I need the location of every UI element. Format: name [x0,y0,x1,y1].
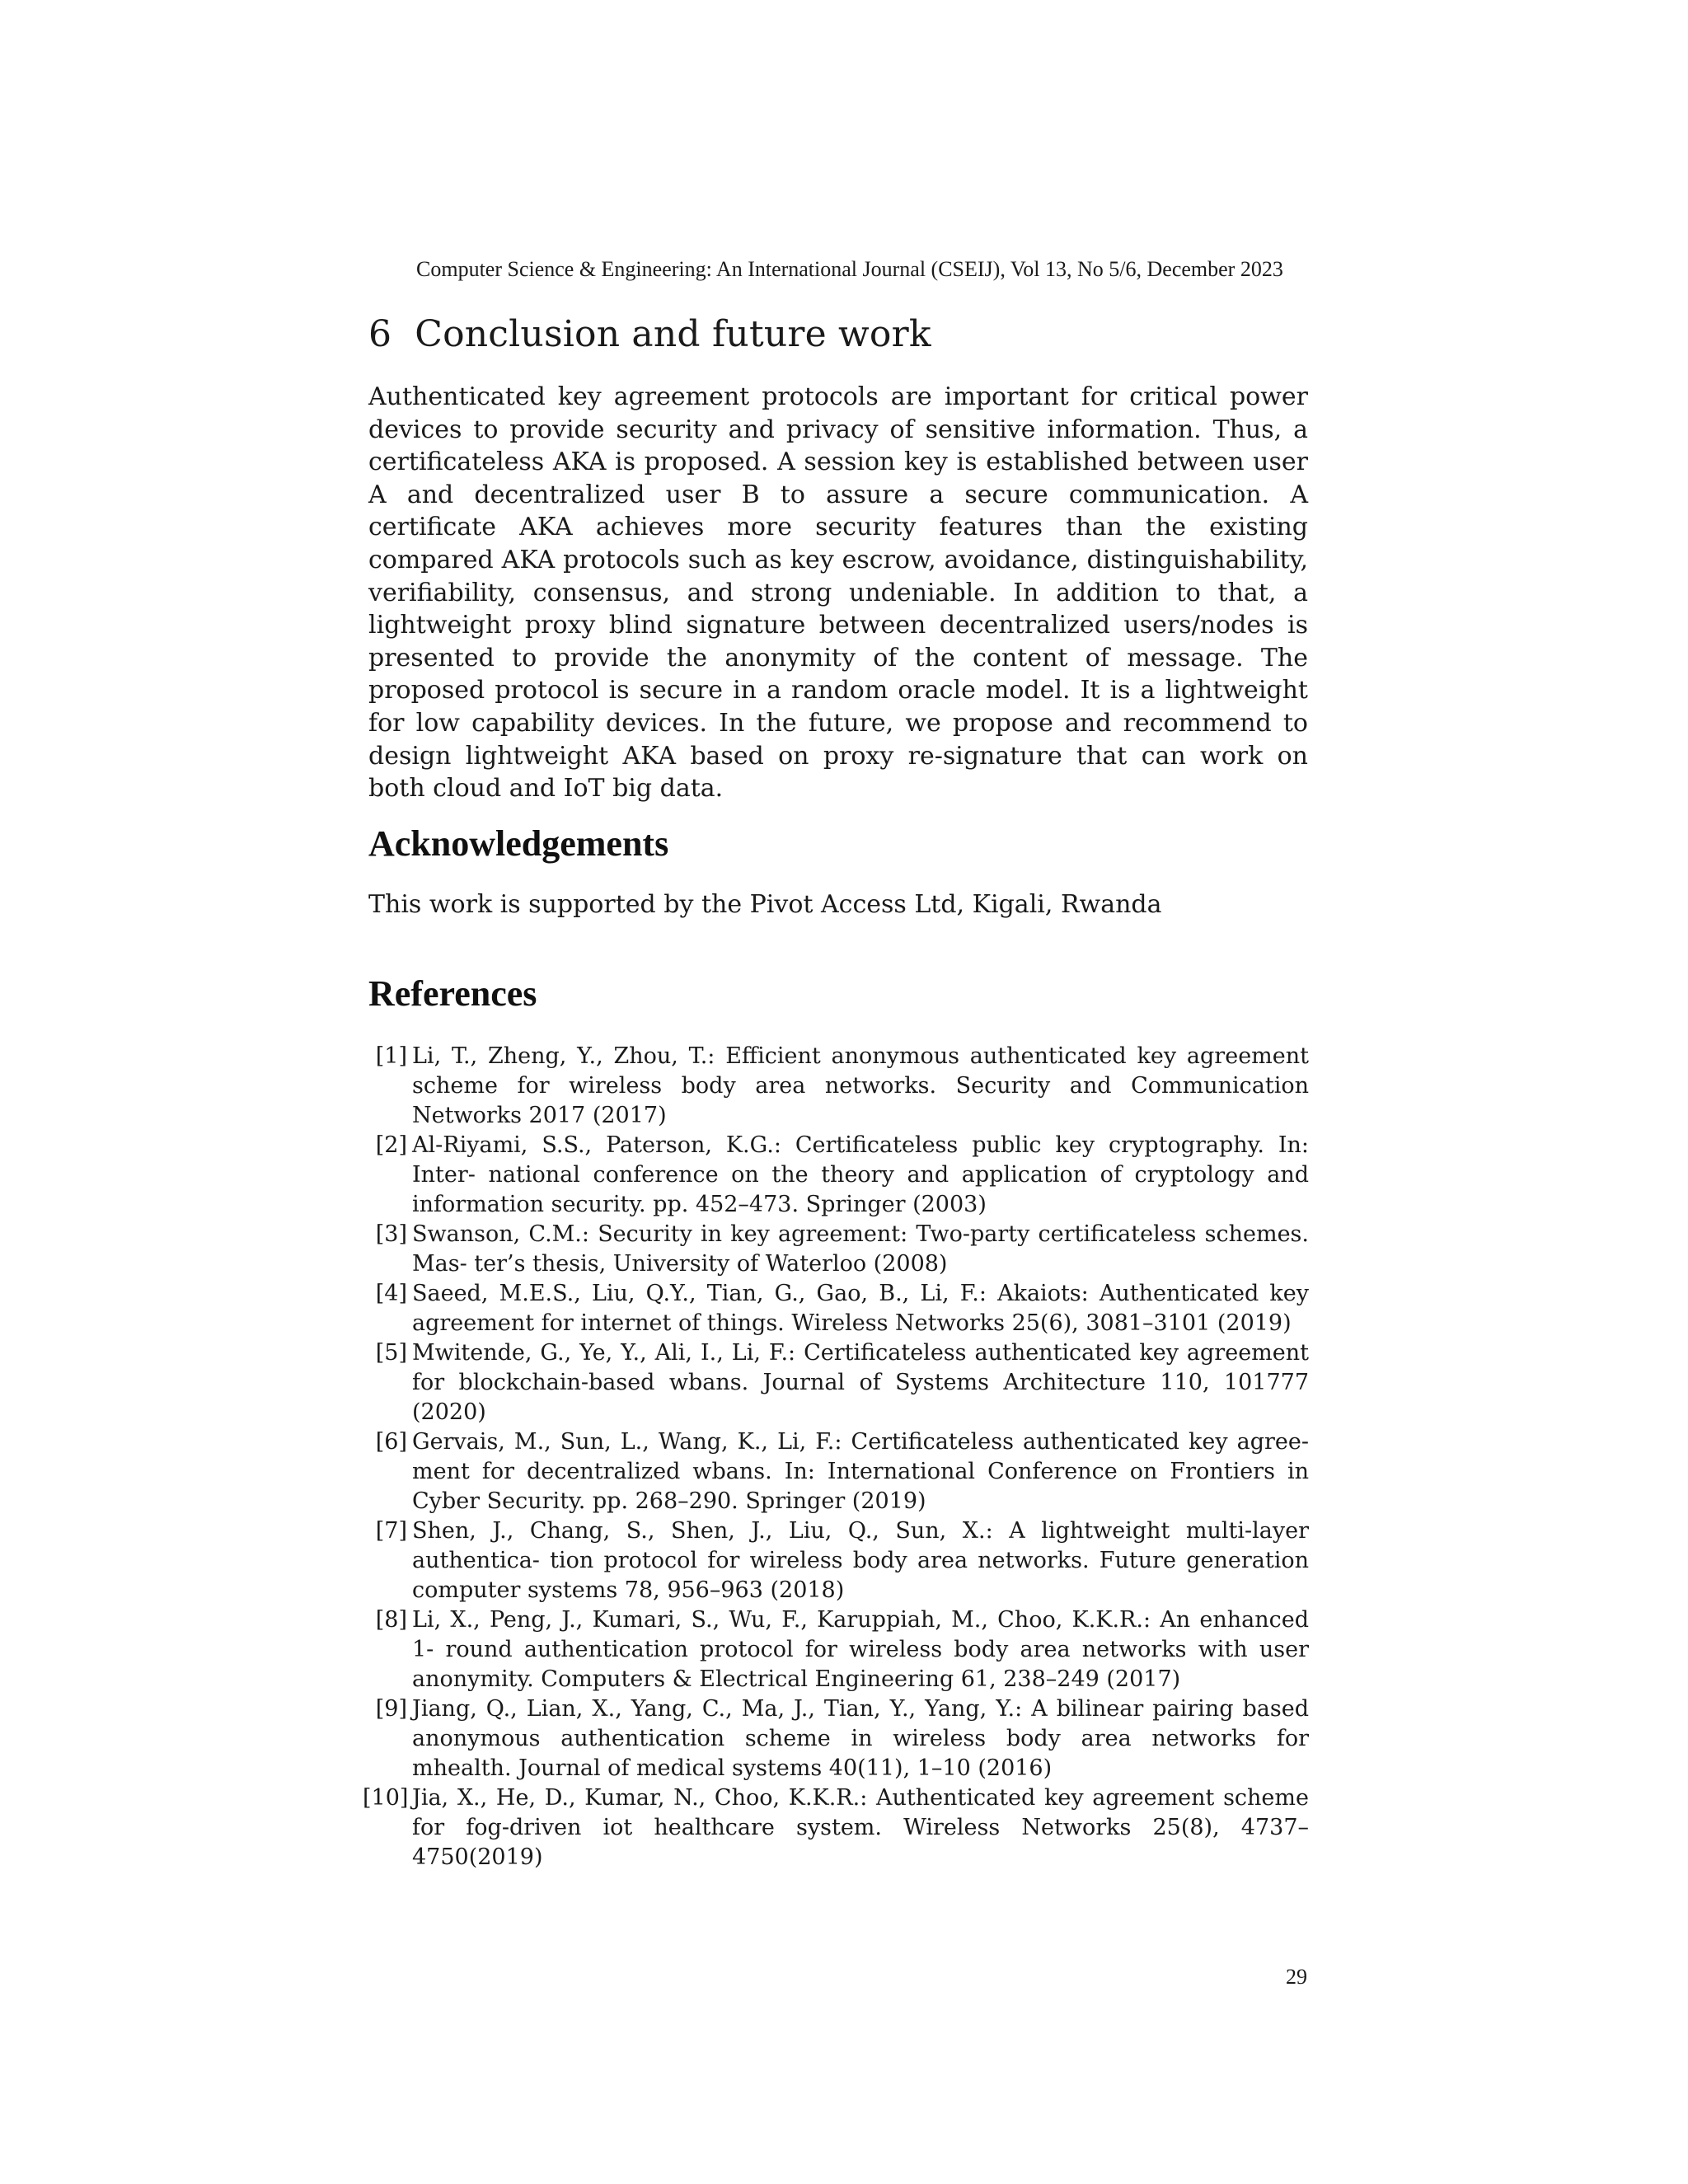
reference-item [363,1042,1309,1131]
reference-text: Gervais, M., Sun, L., Wang, K., Li, F.: Certificateless authenticated key agree- ment for decentralized wbans. In: International Conference on Frontiers in Cyber Security. pp. 268–290. Springer (2019) [412,1429,1309,1514]
section-number: 6 [368,313,392,355]
reference-item [363,1338,1309,1427]
reference-number: [9] [375,1696,407,1722]
reference-number: [8] [375,1607,407,1633]
running-head: Computer Science & Engineering: An International Journal (CSEIJ), Vol 13, No 5/6, December 2023 [416,257,1283,281]
reference-item [363,1427,1309,1516]
conclusion-paragraph: Authenticated key agreement protocols are important for critical power devices to provide security and privacy of sensitive information. Thus, a certificateless AKA is proposed. A session key is established between user A and decentralized user B to assure a secure communication. A certificate AKA achieves more security features than the existing compared AKA protocols such as key escrow, avoidance, distinguishability, verifiability, consensus, and strong undeniable. In addition to that, a lightweight proxy blind signature between decentralized users/nodes is presented to provide the anonymity of the content of message. The proposed protocol is secure in a random oracle model. It is a lightweight for low capability devices. In the future, we propose and recommend to design lightweight AKA based on proxy re-signature that can work on both cloud and IoT big data. [368,382,1308,804]
reference-number: [6] [375,1429,407,1455]
reference-number: [1] [375,1043,407,1069]
reference-text: Mwitende, G., Ye, Y., Ali, I., Li, F.: Certificateless authenticated key agreement for blockchain-based wbans. Journal of Systems Architecture 110, 101777 (2020) [412,1340,1309,1425]
reference-item [363,1694,1309,1783]
section-title: Conclusion and future work [415,313,931,355]
reference-item [363,1131,1309,1220]
reference-number: [2] [375,1132,407,1158]
section-heading [368,313,931,355]
reference-number: [7] [375,1518,407,1544]
acknowledgements-text: This work is supported by the Pivot Access Ltd, Kigali, Rwanda [368,890,1162,919]
reference-list [363,1042,1343,1872]
acknowledgements-heading: Acknowledgements [368,823,669,864]
reference-number: [4] [375,1281,407,1306]
reference-text: Swanson, C.M.: Security in key agreement: Two-party certificateless schemes. Mas- ter’s thesis, University of Waterloo (2008) [412,1221,1309,1277]
reference-text: Al-Riyami, S.S., Paterson, K.G.: Certificateless public key cryptography. In: Inter- national conference on the theory and application of cryptology and information security. pp. 452–473. Springer (2003) [412,1132,1309,1217]
reference-text: Shen, J., Chang, S., Shen, J., Liu, Q., Sun, X.: A lightweight multi-layer authentica- tion protocol for wireless body area networks. Future generation computer systems 78, 956–963 (2018) [412,1518,1309,1603]
reference-text: Li, T., Zheng, Y., Zhou, T.: Efficient anonymous authenticated key agreement scheme for wireless body area networks. Security and Communication Networks 2017 (2017) [412,1043,1309,1128]
references-heading: References [368,973,537,1014]
reference-item [363,1279,1309,1338]
reference-text: Jiang, Q., Lian, X., Yang, C., Ma, J., Tian, Y., Yang, Y.: A bilinear pairing based anonymous authentication scheme in wireless body area networks for mhealth. Journal of medical systems 40(11), 1–10 (2016) [412,1696,1309,1781]
reference-number: [5] [375,1340,407,1366]
reference-text: Jia, X., He, D., Kumar, N., Choo, K.K.R.: Authenticated key agreement scheme for fog-driven iot healthcare system. Wireless Networks 25(8), 4737–4750(2019) [412,1785,1309,1870]
reference-item [363,1605,1309,1694]
reference-item [363,1783,1309,1872]
page-number: 29 [1286,1965,1307,1989]
reference-text: Saeed, M.E.S., Liu, Q.Y., Tian, G., Gao, B., Li, F.: Akaiots: Authenticated key agreement for internet of things. Wireless Networks 25(6), 3081–3101 (2019) [412,1281,1309,1336]
reference-text: Li, X., Peng, J., Kumari, S., Wu, F., Karuppiah, M., Choo, K.K.R.: An enhanced 1- round authentication protocol for wireless body area networks with user anonymity. Computers & Electrical Engineering 61, 238–249 (2017) [412,1607,1309,1692]
reference-item [363,1516,1309,1605]
reference-number: [3] [375,1221,407,1247]
reference-item [363,1220,1309,1279]
reference-number: [10] [363,1785,409,1811]
